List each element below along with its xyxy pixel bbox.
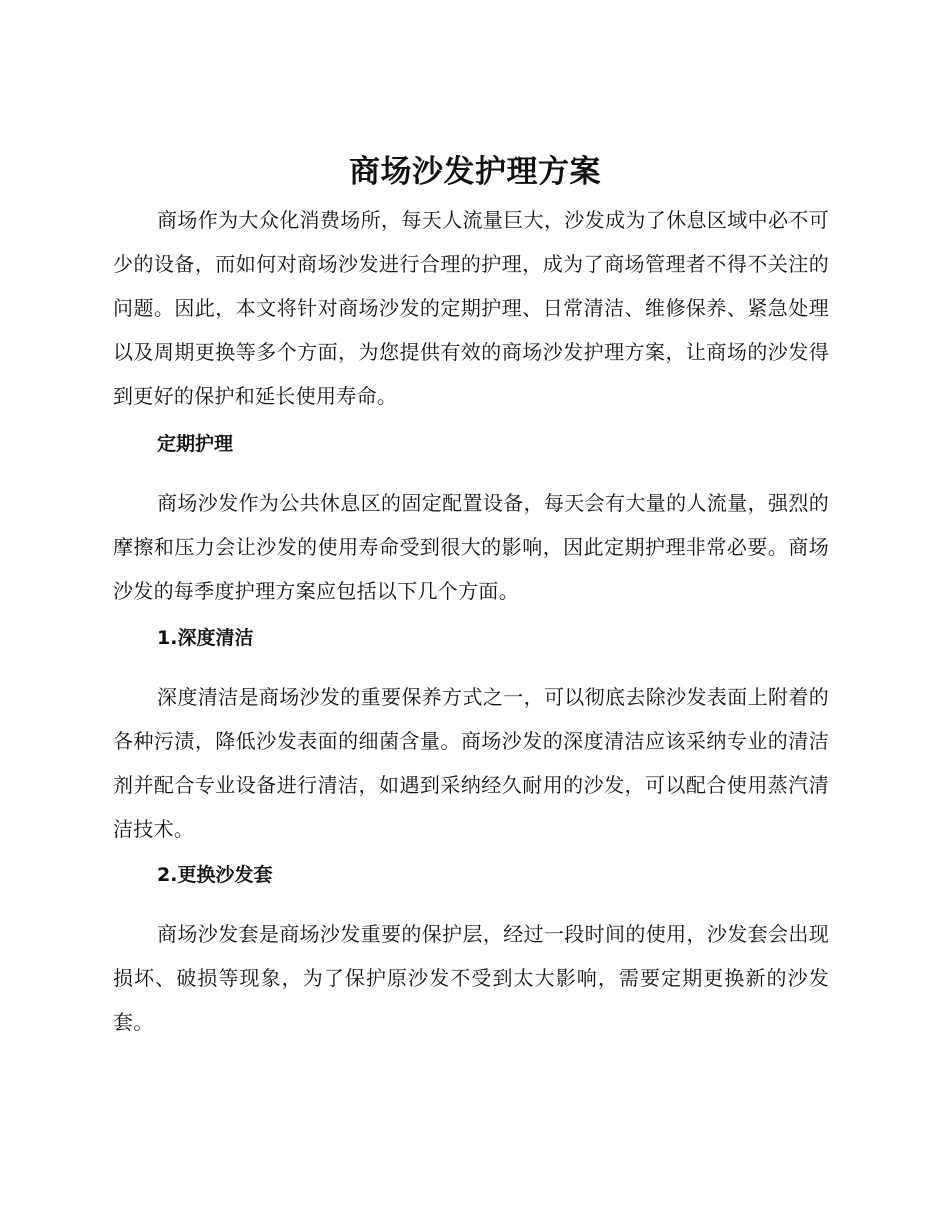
document-title: 商场沙发护理方案 (349, 154, 601, 190)
section-heading-replace-covers: 2.更换沙发套 (157, 864, 273, 886)
section-body-deep-cleaning: 深度清洁是商场沙发的重要保养方式之一，可以彻底去除沙发表面上附着的各种污渍，降低沙发表面的细菌含量。商场沙发的深度清洁应该采纳专业的清洁剂并配合专业设备进行清洁，如遇到采纳经久耐用的沙发，可以配合使用蒸汽清洁技术。 (113, 685, 829, 841)
section-heading-regular-care: 定期护理 (157, 433, 234, 455)
section-body-regular-care: 商场沙发作为公共休息区的固定配置设备，每天会有大量的人流量，强烈的摩擦和压力会让沙发的使用寿命受到很大的影响，因此定期护理非常必要。商场沙发的每季度护理方案应包括以下几个方面。 (113, 491, 829, 603)
section-body-replace-covers: 商场沙发套是商场沙发重要的保护层，经过一段时间的使用，沙发套会出现损坏、破损等现象，为了保护原沙发不受到太大影响，需要定期更换新的沙发套。 (113, 922, 829, 1034)
intro-paragraph: 商场作为大众化消费场所，每天人流量巨大，沙发成为了休息区域中必不可少的设备，而如何对商场沙发进行合理的护理，成为了商场管理者不得不关注的问题。因此，本文将针对商场沙发的定期护理、日常清洁、维修保养、紧急处理以及周期更换等多个方面，为您提供有效的商场沙发护理方案，让商场的沙发得到更好的保护和延长使用寿命。 (113, 208, 829, 408)
section-heading-deep-cleaning: 1.深度清洁 (157, 627, 254, 649)
